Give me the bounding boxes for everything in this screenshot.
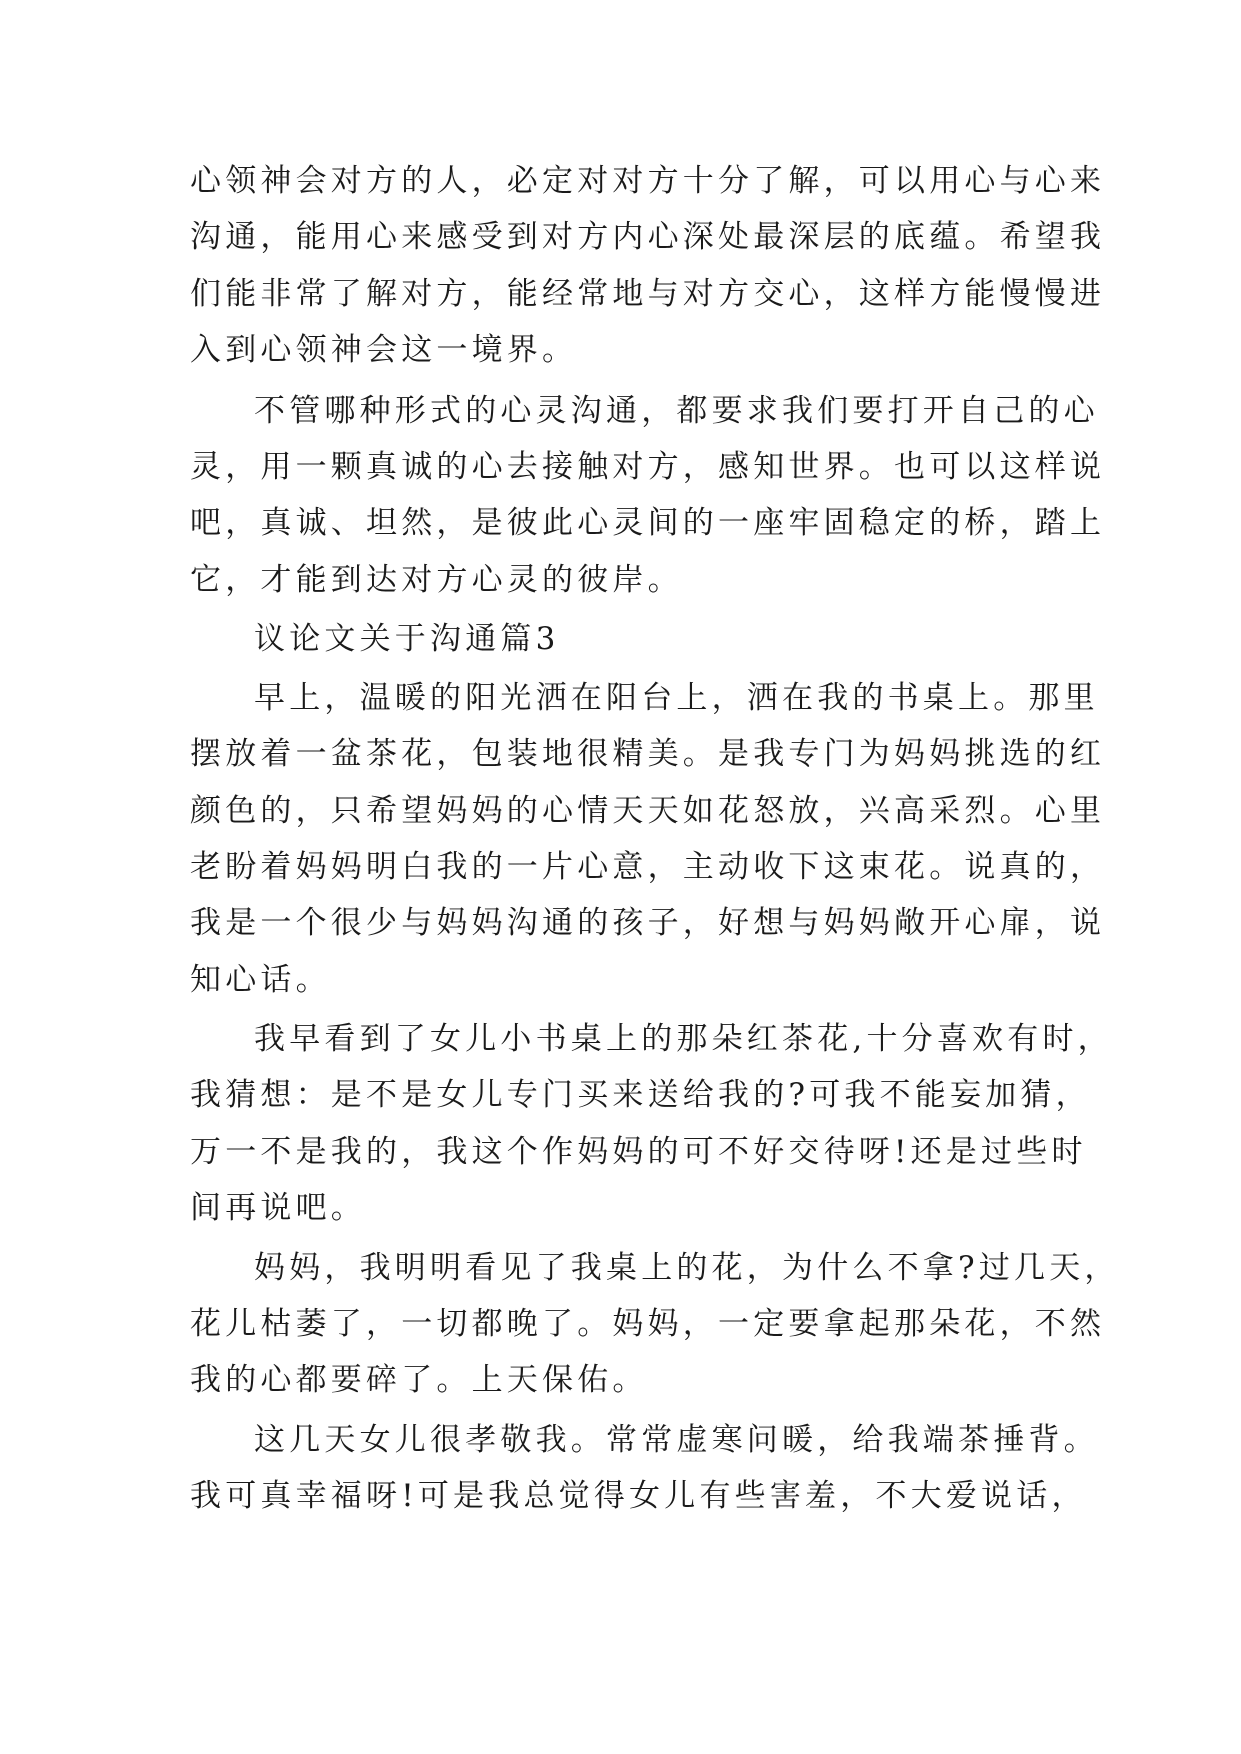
text-line: 灵，用一颗真诚的心去接触对方，感知世界。也可以这样说 xyxy=(190,449,1106,485)
text-line: 我可真幸福呀!可是我总觉得女儿有些害羞，不大爱说话， xyxy=(190,1478,1087,1514)
text-line: 心领神会对方的人，必定对对方十分了解，可以用心与心来 xyxy=(190,163,1106,199)
text-line: 我的心都要碎了。上天保佑。 xyxy=(190,1362,648,1398)
text-line: 沟通，能用心来感受到对方内心深处最深层的底蕴。希望我 xyxy=(190,219,1106,255)
text-line: 摆放着一盆茶花，包装地很精美。是我专门为妈妈挑选的红 xyxy=(190,736,1106,772)
paragraph-start-line: 早上，温暖的阳光洒在阳台上，洒在我的书桌上。那里 xyxy=(254,680,1099,716)
text-line: 我是一个很少与妈妈沟通的孩子，好想与妈妈敞开心扉，说 xyxy=(190,905,1106,941)
text-line: 颜色的，只希望妈妈的心情天天如花怒放，兴高采烈。心里 xyxy=(190,793,1106,829)
paragraph-start-line: 我早看到了女儿小书桌上的那朵红茶花,十分喜欢有时， xyxy=(254,1021,1113,1057)
text-line: 我猜想：是不是女儿专门买来送给我的?可我不能妄加猜， xyxy=(190,1077,1091,1113)
text-line: 吧，真诚、坦然，是彼此心灵间的一座牢固稳定的桥，踏上 xyxy=(190,505,1106,541)
text-line: 花儿枯萎了，一切都晚了。妈妈，一定要拿起那朵花，不然 xyxy=(190,1306,1106,1342)
text-line: 万一不是我的，我这个作妈妈的可不好交待呀!还是过些时 xyxy=(190,1134,1087,1170)
paragraph-start-line: 妈妈，我明明看见了我桌上的花，为什么不拿?过几天， xyxy=(254,1250,1120,1286)
text-line: 它，才能到达对方心灵的彼岸。 xyxy=(190,562,683,598)
section-heading: 议论文关于沟通篇3 xyxy=(254,621,560,657)
text-line: 间再说吧。 xyxy=(190,1190,366,1226)
paragraph-start-line: 不管哪种形式的心灵沟通，都要求我们要打开自己的心 xyxy=(254,393,1099,429)
paragraph-start-line: 这几天女儿很孝敬我。常常虚寒问暖，给我端茶捶背。 xyxy=(254,1422,1099,1458)
text-line: 入到心领神会这一境界。 xyxy=(190,332,578,368)
text-line: 们能非常了解对方，能经常地与对方交心，这样方能慢慢进 xyxy=(190,276,1106,312)
text-line: 老盼着妈妈明白我的一片心意，主动收下这束花。说真的， xyxy=(190,849,1106,885)
text-line: 知心话。 xyxy=(190,962,331,998)
